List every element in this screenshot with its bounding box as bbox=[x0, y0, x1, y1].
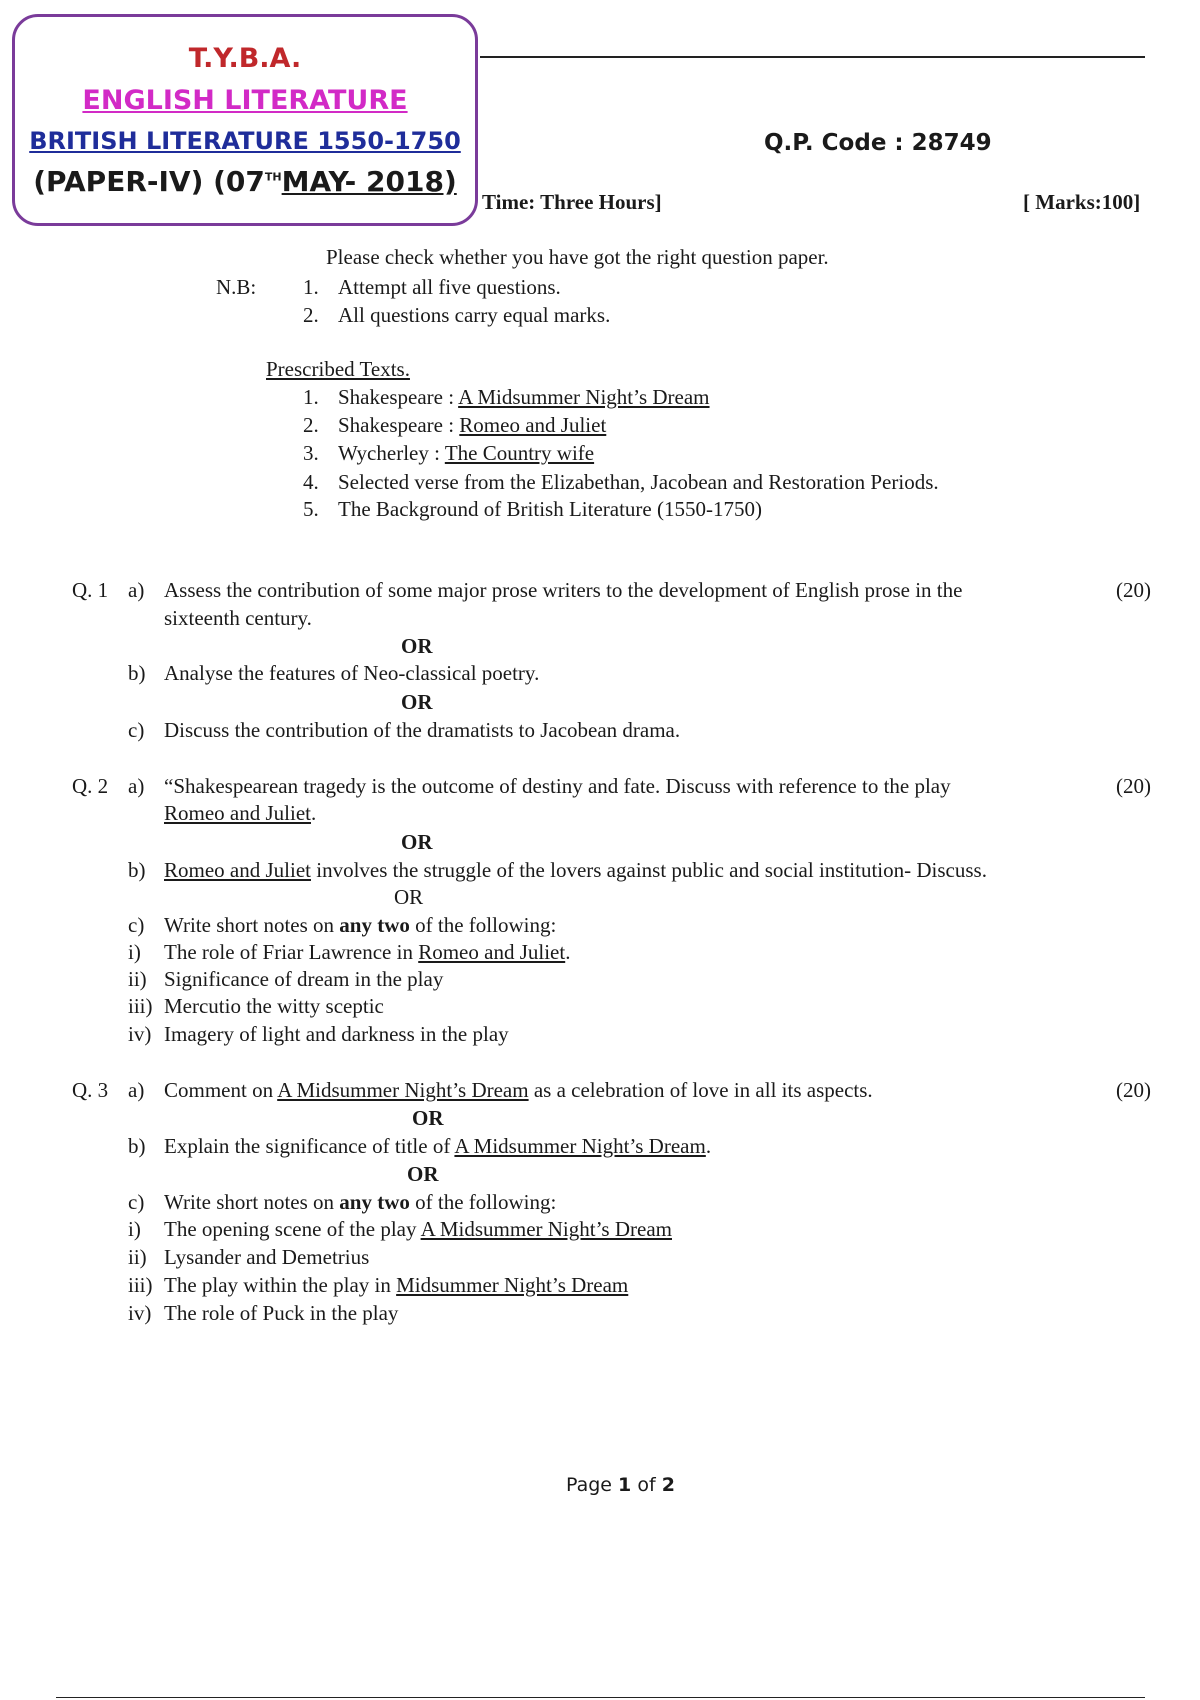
or-separator: OR bbox=[401, 690, 433, 714]
question-2-marks: (20) bbox=[1116, 774, 1151, 798]
prescribed-text: Selected verse from the Elizabethan, Jacobean and Restoration Periods. bbox=[338, 470, 939, 494]
question-2-b-label: b) bbox=[128, 858, 146, 882]
prescribed-text: The Background of British Literature (1550-1750) bbox=[338, 497, 762, 521]
exam-marks: [ Marks:100] bbox=[1023, 190, 1141, 214]
instruction-item-text: All questions carry equal marks. bbox=[338, 303, 611, 327]
exam-time: Time: Three Hours] bbox=[482, 190, 662, 214]
question-1-a-text-cont: sixteenth century. bbox=[164, 606, 312, 630]
instruction-intro: Please check whether you have got the right question paper. bbox=[326, 245, 829, 269]
question-2-c-text: Write short notes on any two of the following: bbox=[164, 913, 557, 937]
or-separator: OR bbox=[412, 1106, 444, 1130]
note-text: Significance of dream in the play bbox=[164, 967, 444, 991]
prescribed-texts-heading: Prescribed Texts. bbox=[266, 357, 410, 381]
prescribed-text-num: 1. bbox=[303, 385, 319, 409]
question-3-marks: (20) bbox=[1116, 1078, 1151, 1102]
note-text: The opening scene of the play A Midsummer Night’s Dream bbox=[164, 1217, 672, 1241]
bottom-rule bbox=[56, 1697, 1145, 1698]
note-label: i) bbox=[128, 940, 141, 964]
question-2-c-label: c) bbox=[128, 913, 145, 937]
instruction-item: 2. bbox=[303, 303, 319, 327]
question-1-b-text: Analyse the features of Neo-classical poetry. bbox=[164, 661, 540, 685]
or-separator: OR bbox=[401, 634, 433, 658]
prescribed-text-num: 5. bbox=[303, 497, 319, 521]
nb-label: N.B: bbox=[216, 275, 257, 299]
question-1-c-text: Discuss the contribution of the dramatists to Jacobean drama. bbox=[164, 718, 681, 742]
note-text: The role of Puck in the play bbox=[164, 1301, 399, 1325]
prescribed-text-num: 4. bbox=[303, 470, 319, 494]
question-1-a-label: a) bbox=[128, 578, 145, 602]
prescribed-text: Wycherley : The Country wife bbox=[338, 441, 595, 465]
question-1-a-text: Assess the contribution of some major prose writers to the development of English prose in the bbox=[164, 578, 963, 602]
question-1-c-label: c) bbox=[128, 718, 145, 742]
note-label: i) bbox=[128, 1217, 141, 1241]
prescribed-text: Shakespeare : Romeo and Juliet bbox=[338, 413, 607, 437]
question-1-marks: (20) bbox=[1116, 578, 1151, 602]
course-title: T.Y.B.A. bbox=[188, 43, 302, 74]
or-separator: OR bbox=[394, 885, 424, 909]
question-2-a-text: “Shakespearean tragedy is the outcome of destiny and fate. Discuss with reference to the play bbox=[164, 774, 951, 798]
note-text: Mercutio the witty sceptic bbox=[164, 994, 384, 1018]
question-3-b-text: Explain the significance of title of A Midsummer Night’s Dream. bbox=[164, 1134, 712, 1158]
prescribed-text-num: 2. bbox=[303, 413, 319, 437]
title-badge bbox=[12, 14, 478, 226]
note-label: iii) bbox=[128, 994, 153, 1018]
question-3-a-label: a) bbox=[128, 1078, 145, 1102]
note-label: ii) bbox=[128, 967, 147, 991]
note-label: iv) bbox=[128, 1022, 152, 1046]
note-text: The play within the play in Midsummer Night’s Dream bbox=[164, 1273, 629, 1297]
note-text: The role of Friar Lawrence in Romeo and Juliet. bbox=[164, 940, 571, 964]
instruction-item-text: Attempt all five questions. bbox=[338, 275, 561, 299]
or-separator: OR bbox=[401, 830, 433, 854]
paper-title: BRITISH LITERATURE 1550-1750 bbox=[29, 127, 461, 155]
question-2-label: Q. 2 bbox=[72, 774, 109, 798]
qp-code: Q.P. Code : 28749 bbox=[764, 130, 992, 156]
note-text: Lysander and Demetrius bbox=[164, 1245, 370, 1269]
note-label: ii) bbox=[128, 1245, 147, 1269]
question-1-b-label: b) bbox=[128, 661, 146, 685]
question-3-b-label: b) bbox=[128, 1134, 146, 1158]
note-text: Imagery of light and darkness in the play bbox=[164, 1022, 509, 1046]
question-2-a-label: a) bbox=[128, 774, 145, 798]
prescribed-text-num: 3. bbox=[303, 441, 319, 465]
question-2-b-text: Romeo and Juliet involves the struggle of the lovers against public and social institution- Discuss. bbox=[164, 858, 987, 882]
question-3-c-label: c) bbox=[128, 1190, 145, 1214]
note-label: iv) bbox=[128, 1301, 152, 1325]
question-1-label: Q. 1 bbox=[72, 578, 109, 602]
page-number: Page 1 of 2 bbox=[566, 1474, 675, 1496]
subject-title: ENGLISH LITERATURE bbox=[82, 85, 408, 116]
header-rule bbox=[480, 56, 1145, 58]
paper-date: (PAPER-IV) (07THMAY- 2018) bbox=[33, 165, 457, 198]
or-separator: OR bbox=[407, 1162, 439, 1186]
prescribed-text: Shakespeare : A Midsummer Night’s Dream bbox=[338, 385, 710, 409]
question-3-label: Q. 3 bbox=[72, 1078, 109, 1102]
note-label: iii) bbox=[128, 1273, 153, 1297]
question-3-c-text: Write short notes on any two of the following: bbox=[164, 1190, 557, 1214]
question-2-a-text-cont: Romeo and Juliet. bbox=[164, 801, 317, 825]
question-3-a-text: Comment on A Midsummer Night’s Dream as a celebration of love in all its aspects. bbox=[164, 1078, 873, 1102]
instruction-item: 1. bbox=[303, 275, 319, 299]
